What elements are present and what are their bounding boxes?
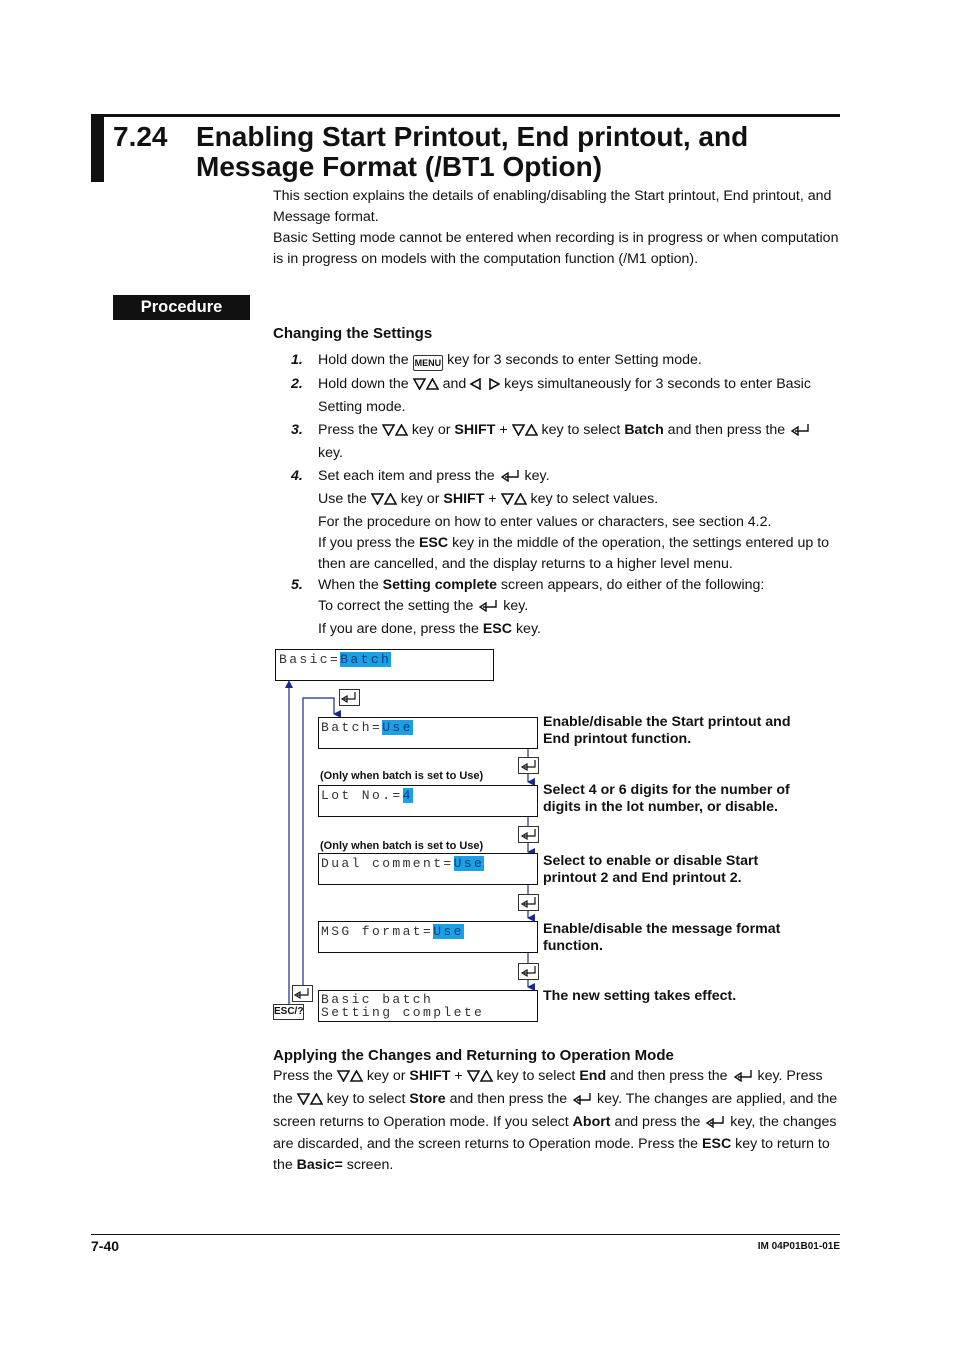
enter-key-icon <box>518 963 539 980</box>
enter-key-icon <box>518 894 539 911</box>
changing-heading: Changing the Settings <box>273 325 433 342</box>
screen-msg-format: MSG format=Use <box>318 921 538 953</box>
intro-p2: Basic Setting mode cannot be entered when recording is in progress or when computation is in progress on models with the computation function (/M1 option). <box>273 230 839 267</box>
down-up-arrow-icon <box>467 1068 493 1089</box>
step-2: Hold down the and keys simultaneously for 3 seconds to enter Basic Setting mode. <box>318 376 811 415</box>
applying-text: Press the key or SHIFT + key to select End and then press the key. Press the key to select Store and then press the key. The changes are applied, and the screen returns to Operation mode. If you select Abort and press the key, the changes are discarded, and the screen returns to Operation mode. Press the ESC key to return to the Basic= screen. <box>273 1068 838 1174</box>
applying-heading: Applying the Changes and Returning to Operation Mode <box>273 1047 674 1064</box>
step-1-text-b: key for 3 seconds to enter Setting mode. <box>443 352 702 368</box>
enter-key-icon <box>518 826 539 843</box>
document-id: IM 04P01B01-01E <box>757 1241 840 1252</box>
esc-key-icon: ESC/? <box>273 1004 304 1020</box>
screen-lot-no: Lot No.=4 <box>318 785 538 817</box>
desc-batch: Enable/disable the Start printout and End printout function. <box>543 714 791 747</box>
enter-key-icon <box>339 689 360 706</box>
screen-basic: Basic=Batch <box>275 649 494 681</box>
desc-msg-format: Enable/disable the message format function. <box>543 921 781 954</box>
note-only-batch-use: (Only when batch is set to Use) <box>320 770 484 782</box>
section-title-line1: Enabling Start Printout, End printout, and <box>196 121 749 152</box>
down-up-arrow-icon <box>337 1068 363 1089</box>
enter-key-icon <box>732 1068 754 1089</box>
enter-key-icon <box>704 1114 726 1135</box>
down-up-arrow-icon <box>297 1091 323 1112</box>
procedure-label: Procedure <box>113 295 250 320</box>
screen-batch: Batch=Use <box>318 717 538 749</box>
step-4: Set each item and press the key. Use the key or SHIFT + key to select values. For the procedure on how to enter values or characters, see section 4.2. If you press the ESC key in the middle of the operation, the settings entered up to then are cancelled, and the display returns to a higher level menu. <box>318 468 830 572</box>
step-2-number: 2. <box>291 376 303 392</box>
step-1-number: 1. <box>291 352 303 368</box>
step-5: When the Setting complete screen appears, do either of the following: To correct the setting the key. If you are done, press the ESC key. <box>318 577 765 637</box>
enter-key-icon <box>518 757 539 774</box>
step-5-number: 5. <box>291 577 303 593</box>
page-number: 7-40 <box>91 1238 120 1254</box>
enter-key-icon <box>292 985 313 1002</box>
step-3-number: 3. <box>291 422 303 438</box>
desc-dual-comment: Select to enable or disable Start printout 2 and End printout 2. <box>543 853 759 886</box>
intro-p1: This section explains the details of enabling/disabling the Start printout, End printout, and Message format. <box>273 188 832 225</box>
step-1-text-a: Hold down the <box>318 352 413 368</box>
footer-rule <box>91 1234 840 1235</box>
desc-lot-no: Select 4 or 6 digits for the number of digits in the lot number, or disable. <box>543 782 790 815</box>
step-3: Press the key or SHIFT + key to select Batch and then press the key. <box>318 420 843 464</box>
enter-key-icon <box>571 1091 593 1112</box>
menu-key-icon: MENU <box>413 355 444 371</box>
screen-dual-comment: Dual comment=Use <box>318 853 538 885</box>
section-number: 7.24 <box>113 121 168 152</box>
section-title-line2: Message Format (/BT1 Option) <box>196 151 603 182</box>
screen-setting-complete: Basic batch Setting complete <box>318 990 538 1022</box>
step-4-number: 4. <box>291 468 303 484</box>
desc-setting-complete: The new setting takes effect. <box>543 988 737 1004</box>
note-only-batch-use: (Only when batch is set to Use) <box>320 840 484 852</box>
